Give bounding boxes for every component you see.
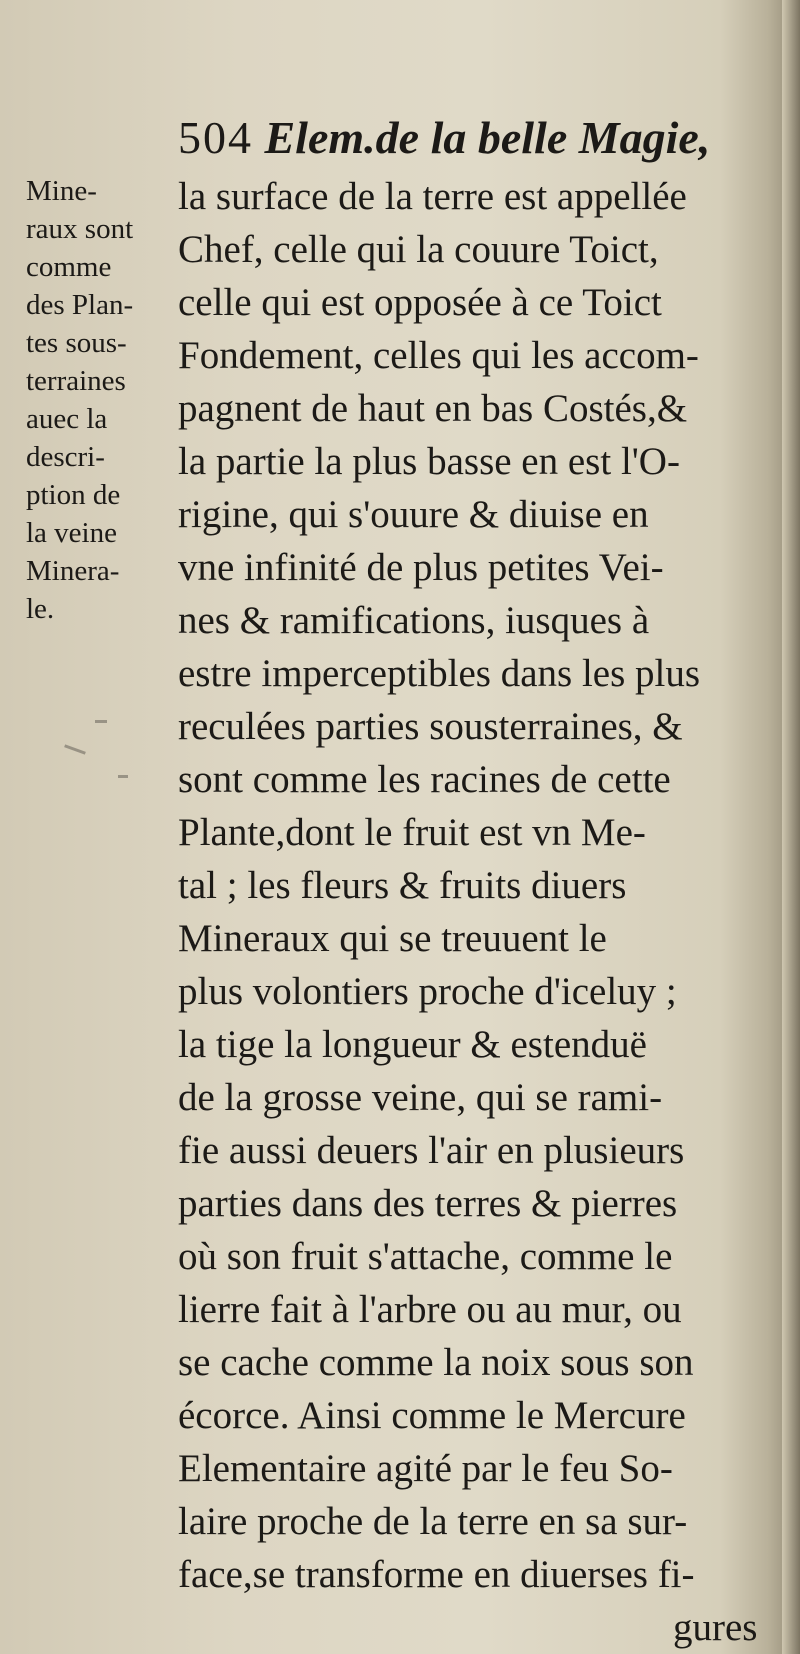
page-number: 504 xyxy=(178,112,253,163)
text-line: sont comme les racines de cette xyxy=(178,758,671,801)
margin-note-line: comme xyxy=(26,251,112,283)
text-line: écorce. Ainsi comme le Mercure xyxy=(178,1394,686,1437)
body-text xyxy=(178,170,758,1654)
text-line: estre imperceptibles dans les plus xyxy=(178,652,701,695)
page-header xyxy=(178,108,778,168)
margin-note-line: ption de xyxy=(26,479,121,511)
text-line: plus volontiers proche d'iceluy ; xyxy=(178,970,677,1013)
margin-note-line: Mine- xyxy=(26,175,97,207)
text-line: de la grosse veine, qui se rami- xyxy=(178,1076,663,1119)
text-line: lierre fait à l'arbre ou au mur, ou xyxy=(178,1288,682,1331)
text-line: rigine, qui s'ouure & diuise en xyxy=(178,493,649,536)
text-line: la tige la longueur & estenduë xyxy=(178,1023,647,1066)
text-line: où son fruit s'attache, comme le xyxy=(178,1235,673,1278)
text-line: fie aussi deuers l'air en plusieurs xyxy=(178,1129,685,1172)
margin-note-line: des Plan- xyxy=(26,289,134,321)
text-line: Fondement, celles qui les accom- xyxy=(178,334,699,377)
text-line: se cache comme la noix sous son xyxy=(178,1341,694,1384)
text-line: face,se transforme en diuerses fi- xyxy=(178,1553,695,1596)
margin-note-line: Minera- xyxy=(26,555,120,587)
margin-note-line: descri- xyxy=(26,441,105,473)
text-line: tal ; les fleurs & fruits diuers xyxy=(178,864,627,907)
running-title: Elem.de la belle Magie, xyxy=(264,112,711,163)
text-line: celle qui est opposée à ce Toict xyxy=(178,281,662,324)
text-line: gures xyxy=(673,1606,758,1649)
text-line: nes & ramifications, iusques à xyxy=(178,599,650,642)
margin-note-line: auec la xyxy=(26,403,108,435)
text-line: Mineraux qui se treuuent le xyxy=(178,917,607,960)
margin-note-line: raux sont xyxy=(26,213,134,245)
text-line: reculées parties sousterraines, & xyxy=(178,705,683,748)
page-gutter xyxy=(782,0,800,1654)
margin-note-line: le. xyxy=(26,593,55,625)
text-line: parties dans des terres & pierres xyxy=(178,1182,678,1225)
margin-note-line: la veine xyxy=(26,517,117,549)
ink-mark xyxy=(64,744,86,754)
text-line: laire proche de la terre en sa sur- xyxy=(178,1500,688,1543)
margin-note xyxy=(26,172,176,628)
text-line: pagnent de haut en bas Costés,& xyxy=(178,387,688,430)
margin-note-line: terraines xyxy=(26,365,126,397)
ink-mark xyxy=(95,720,107,723)
ink-mark xyxy=(118,775,128,778)
text-line: Elementaire agité par le feu So- xyxy=(178,1447,673,1490)
text-line: vne infinité de plus petites Vei- xyxy=(178,546,664,589)
text-line: la partie la plus basse en est l'O- xyxy=(178,440,680,483)
text-line: Plante,dont le fruit est vn Me- xyxy=(178,811,646,854)
text-line: la surface de la terre est appellée xyxy=(178,175,687,218)
margin-note-line: tes sous- xyxy=(26,327,127,359)
text-line: Chef, celle qui la couure Toict, xyxy=(178,228,659,271)
